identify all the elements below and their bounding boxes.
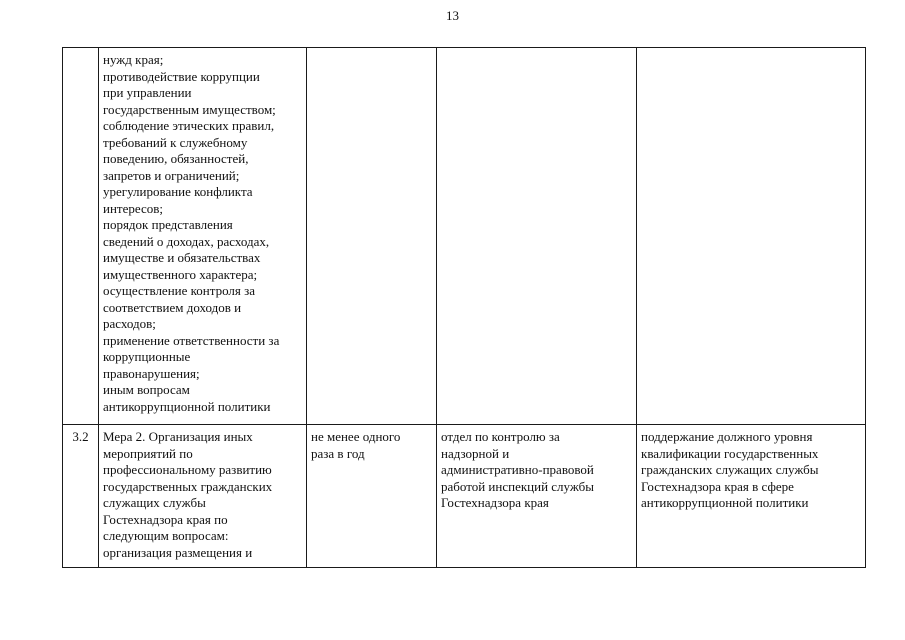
table-body bbox=[63, 48, 866, 568]
term-line: раза в год bbox=[311, 445, 365, 461]
responsible-line: Гостехнадзора края bbox=[441, 495, 549, 510]
measure-line: коррупционные bbox=[103, 349, 191, 364]
responsible-line: работой инспекций службы bbox=[441, 478, 595, 494]
result-cell bbox=[637, 48, 866, 425]
measures-table bbox=[62, 47, 866, 568]
measure-line: урегулирование конфликта bbox=[103, 184, 253, 199]
row-number-cell: 3.2 bbox=[63, 425, 99, 568]
measure-line: интересов; bbox=[103, 200, 163, 216]
measure-line: имущественного характера; bbox=[103, 266, 258, 282]
measure-line: требований к служебному bbox=[103, 134, 248, 150]
measure-line: противодействие коррупции bbox=[103, 68, 260, 84]
measure-cell bbox=[99, 48, 307, 425]
measure-line: государственным имуществом; bbox=[103, 101, 276, 117]
measure-line: иным вопросам bbox=[103, 382, 190, 397]
term-line: не менее одного bbox=[311, 429, 401, 444]
measure-line: мероприятий по bbox=[103, 445, 193, 461]
measure-line: применение ответственности за bbox=[103, 332, 280, 348]
result-line: антикоррупционной политики bbox=[641, 495, 809, 510]
measure-line: Мера 2. Организация иных bbox=[103, 429, 253, 444]
measure-cell bbox=[99, 425, 307, 568]
measure-line: соблюдение этических правил, bbox=[103, 118, 275, 133]
measure-line: сведений о доходах, расходах, bbox=[103, 233, 270, 249]
term-cell bbox=[307, 425, 437, 568]
page-number: 13 bbox=[446, 8, 459, 23]
responsible-line: надзорной и bbox=[441, 445, 510, 461]
responsible-line: отдел по контролю за bbox=[441, 429, 560, 444]
measure-line: имуществе и обязательствах bbox=[103, 250, 261, 265]
measure-line: поведению, обязанностей, bbox=[103, 151, 249, 166]
measure-line: Гостехнадзора края по bbox=[103, 511, 228, 527]
responsible-cell bbox=[437, 425, 637, 568]
measure-line: антикоррупционной политики bbox=[103, 398, 271, 414]
row-number-cell bbox=[63, 48, 99, 425]
table-row bbox=[63, 425, 866, 568]
measure-line: государственных гражданских bbox=[103, 478, 273, 494]
measure-line: нужд края; bbox=[103, 52, 164, 67]
measure-line: при управлении bbox=[103, 85, 192, 100]
measure-line: следующим вопросам: bbox=[103, 528, 229, 543]
measure-line: осуществление контроля за bbox=[103, 283, 256, 298]
table-row bbox=[63, 48, 866, 425]
measure-line: порядок представления bbox=[103, 217, 233, 232]
result-line: Гостехнадзора края в сфере bbox=[641, 478, 794, 494]
measure-line: соответствием доходов и bbox=[103, 299, 242, 315]
term-cell bbox=[307, 48, 437, 425]
result-line: поддержание должного уровня bbox=[641, 429, 813, 444]
responsible-line: административно-правовой bbox=[441, 462, 594, 477]
result-line: квалификации государственных bbox=[641, 445, 819, 461]
measure-line: профессиональному развитию bbox=[103, 462, 272, 477]
measure-line: расходов; bbox=[103, 316, 156, 331]
result-cell bbox=[637, 425, 866, 568]
measure-line: организация размещения и bbox=[103, 544, 253, 560]
result-line: гражданских служащих службы bbox=[641, 462, 819, 477]
responsible-cell bbox=[437, 48, 637, 425]
measure-line: правонарушения; bbox=[103, 365, 200, 381]
measure-line: служащих службы bbox=[103, 495, 206, 510]
measure-line: запретов и ограничений; bbox=[103, 167, 240, 183]
